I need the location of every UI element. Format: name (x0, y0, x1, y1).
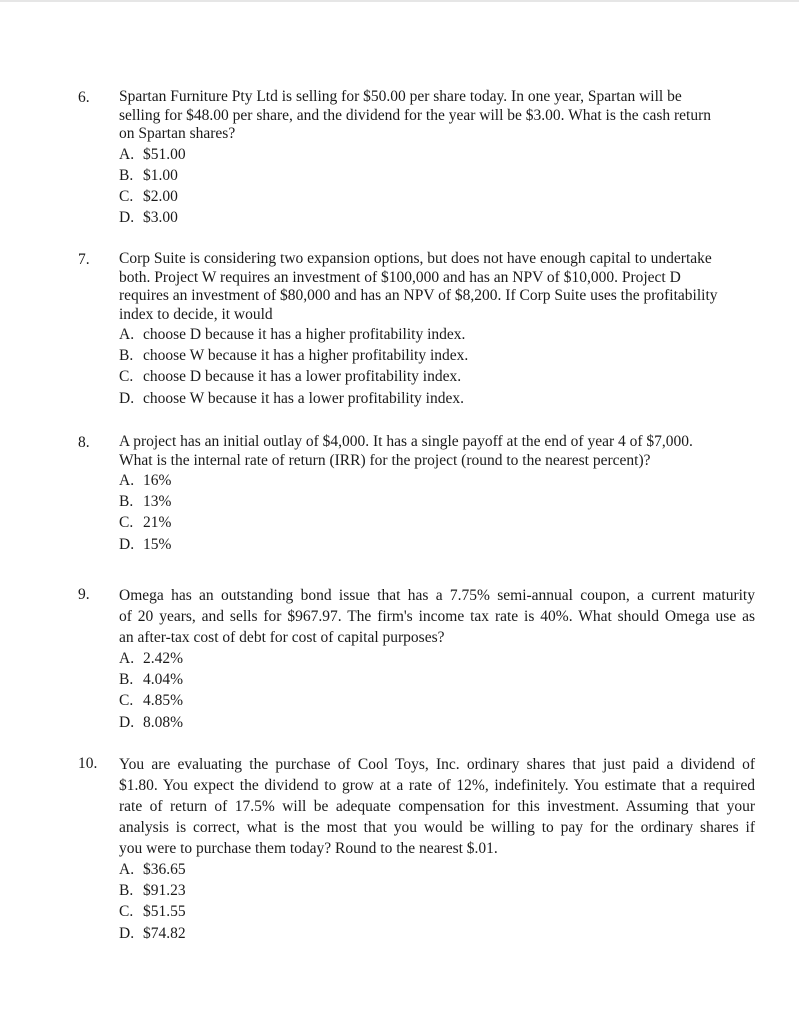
option-letter: C. (119, 187, 134, 205)
question-line: Spartan Furniture Pty Ltd is selling for $50.00 per share today. In one year, Spartan will be (119, 88, 682, 105)
option-letter: D. (119, 713, 135, 731)
option-letter: B. (119, 671, 134, 689)
question-number: 6. (78, 89, 90, 106)
question-line: $1.80. You expect the dividend to grow at a rate of 12%, indefinitely. You estimate that a required (119, 777, 755, 794)
option-text: 16% (143, 472, 172, 489)
option-b[interactable] (119, 880, 755, 901)
question-text (119, 433, 755, 470)
option-letter: A. (119, 472, 135, 489)
question-number: 7. (78, 251, 90, 268)
option-c[interactable] (119, 690, 755, 711)
question-number: 9. (78, 586, 90, 603)
option-text: choose D because it has a higher profitability index. (143, 326, 466, 343)
option-letter: A. (119, 650, 135, 667)
answer-options (119, 324, 755, 409)
question-line: selling for $48.00 per share, and the dividend for the year will be $3.00. What is the cash return (119, 106, 711, 124)
question-body (119, 585, 755, 733)
option-a[interactable] (119, 648, 755, 669)
option-text: 21% (143, 514, 172, 532)
option-letter: C. (119, 903, 134, 921)
question-line: You are evaluating the purchase of Cool Toys, Inc. ordinary shares that just paid a dividend of (119, 756, 755, 773)
answer-options (119, 470, 755, 555)
question-text (119, 250, 755, 324)
option-letter: C. (119, 368, 134, 386)
question-line: you were to purchase them today? Round to the nearest $.01. (119, 840, 498, 857)
option-letter: A. (119, 145, 135, 163)
question-line: on Spartan shares? (119, 125, 236, 142)
option-c[interactable] (119, 186, 755, 207)
option-letter: C. (119, 514, 134, 532)
option-letter: A. (119, 326, 135, 343)
question-body (119, 250, 755, 409)
option-b[interactable] (119, 345, 755, 366)
option-d[interactable] (119, 923, 755, 944)
option-letter: D. (119, 924, 135, 942)
question-number: 8. (78, 434, 90, 451)
option-text: 13% (143, 493, 172, 511)
question-line: requires an investment of $80,000 and has an NPV of $8,200. If Corp Suite uses the profitability (119, 287, 718, 304)
option-a[interactable] (119, 859, 755, 880)
option-b[interactable] (119, 491, 755, 512)
question-line: What is the internal rate of return (IRR) for the project (round to the nearest percent)? (119, 451, 651, 469)
option-letter: A. (119, 861, 135, 878)
question-line: both. Project W requires an investment of $100,000 and has an NPV of $10,000. Project D (119, 268, 681, 286)
option-text: 2.42% (143, 650, 184, 667)
option-a[interactable] (119, 470, 755, 491)
question-text (119, 585, 755, 648)
option-text: $3.00 (143, 209, 178, 227)
question-line: index to decide, it would (119, 305, 273, 323)
option-text: 4.85% (143, 692, 184, 710)
option-d[interactable] (119, 712, 755, 733)
option-letter: B. (119, 882, 134, 900)
question-line: rate of return of 17.5% will be adequate compensation for this investment. Assuming that your (119, 798, 755, 815)
question-body (119, 433, 755, 555)
option-c[interactable] (119, 366, 755, 387)
option-text: $74.82 (143, 924, 186, 942)
option-text: $1.00 (143, 166, 178, 184)
question-body (119, 754, 755, 944)
option-d[interactable] (119, 207, 755, 228)
option-text: $51.00 (143, 145, 186, 163)
question-line: A project has an initial outlay of $4,000. It has a single payoff at the end of year 4 of $7,000. (119, 433, 693, 450)
option-c[interactable] (119, 901, 755, 922)
question-body (119, 88, 755, 228)
option-text: $2.00 (143, 187, 178, 205)
option-d[interactable] (119, 388, 755, 409)
option-text: $51.55 (143, 903, 186, 921)
option-letter: D. (119, 209, 135, 227)
option-text: 8.08% (143, 713, 184, 731)
option-letter: B. (119, 347, 134, 365)
option-letter: B. (119, 166, 134, 184)
question-line: of 20 years, and sells for $967.97. The firm's income tax rate is 40%. What should Omega use as (119, 608, 755, 625)
option-letter: C. (119, 692, 134, 710)
question-line: Omega has an outstanding bond issue that has a 7.75% semi-annual coupon, a current maturity (119, 587, 755, 604)
question-text (119, 88, 755, 144)
option-letter: D. (119, 535, 135, 553)
option-text: $36.65 (143, 861, 186, 878)
answer-options (119, 144, 755, 229)
answer-options (119, 859, 755, 944)
question-line: analysis is correct, what is the most that you would be willing to pay for the ordinary shares if (119, 819, 755, 836)
question-line: an after-tax cost of debt for cost of capital purposes? (119, 629, 445, 646)
question-number: 10. (78, 755, 98, 772)
question-line: Corp Suite is considering two expansion options, but does not have enough capital to undertake (119, 250, 712, 267)
option-b[interactable] (119, 669, 755, 690)
option-letter: D. (119, 389, 135, 407)
option-text: choose D because it has a lower profitability index. (143, 368, 462, 386)
option-text: $91.23 (143, 882, 186, 900)
option-d[interactable] (119, 534, 755, 555)
option-c[interactable] (119, 512, 755, 533)
option-a[interactable] (119, 144, 755, 165)
answer-options (119, 648, 755, 733)
option-b[interactable] (119, 165, 755, 186)
option-text: choose W because it has a lower profitability index. (143, 389, 464, 407)
option-a[interactable] (119, 324, 755, 345)
option-letter: B. (119, 493, 134, 511)
option-text: choose W because it has a higher profitability index. (143, 347, 469, 365)
question-text (119, 754, 755, 859)
option-text: 4.04% (143, 671, 184, 689)
option-text: 15% (143, 535, 172, 553)
